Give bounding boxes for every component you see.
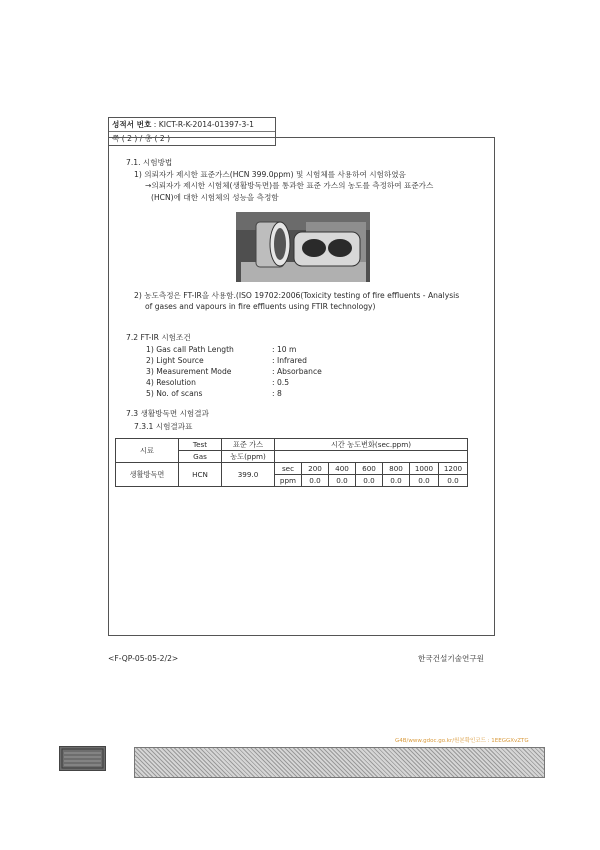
condition-value: : Infrared bbox=[272, 356, 307, 365]
header-gas: Gas bbox=[179, 451, 222, 463]
ppm-cell: 0.0 bbox=[439, 475, 468, 487]
results-table bbox=[115, 438, 468, 487]
section-7-3-title: 7.3 생활방독면 시험결과 bbox=[126, 409, 209, 418]
condition-value: : 0.5 bbox=[272, 378, 290, 387]
sec-cell: 1200 bbox=[439, 463, 468, 475]
condition-value: : 8 bbox=[272, 389, 282, 398]
method-item2-line1: 2) 농도측정은 FT-IR을 사용함.(ISO 19702:2006(Toxicity testing of fire effluents - Analysis bbox=[134, 291, 460, 300]
ppm-cell: 0.0 bbox=[356, 475, 383, 487]
condition-label: 5) No. of scans bbox=[146, 389, 203, 398]
section-7-2-title: 7.2 FT-IR 시험조건 bbox=[126, 333, 191, 342]
section-7-1-title: 7.1. 시험방법 bbox=[126, 158, 173, 167]
gas-cell: HCN bbox=[179, 463, 222, 487]
security-pattern-strip bbox=[134, 747, 545, 778]
stamp-pattern-icon bbox=[60, 747, 105, 770]
form-number: <F-QP-05-05-2/2> bbox=[108, 654, 179, 663]
condition-label: 3) Measurement Mode bbox=[146, 367, 232, 376]
report-number-label: 성적서 번호 bbox=[112, 120, 152, 129]
ppm-cell: 0.0 bbox=[329, 475, 356, 487]
method-item1-line3: (HCN)에 대한 시험체의 성능을 측정함 bbox=[151, 193, 279, 202]
method-item2-line2: of gases and vapours in fire effluents using FTIR technology) bbox=[145, 302, 376, 311]
verification-code: G4B/www.gdoc.go.kr/원본확인코드 : 1EEGGXvZTG bbox=[395, 738, 529, 744]
condition-value: : 10 m bbox=[272, 345, 297, 354]
method-item1-line2: →의뢰자가 제시한 시험체(생활방독면)를 통과한 표준 가스의 농도를 측정하여 표준가스 bbox=[145, 181, 434, 190]
condition-values bbox=[272, 344, 322, 399]
sec-cell: 800 bbox=[383, 463, 410, 475]
header-time-change: 시간 농도변화(sec.ppm) bbox=[275, 439, 468, 451]
ppm-cell: 0.0 bbox=[302, 475, 329, 487]
condition-label: 2) Light Source bbox=[146, 356, 204, 365]
condition-label: 1) Gas call Path Length bbox=[146, 345, 234, 354]
condition-value: : Absorbance bbox=[272, 367, 322, 376]
report-number-row bbox=[109, 118, 275, 132]
sec-label: sec bbox=[275, 463, 302, 475]
condition-label: 4) Resolution bbox=[146, 378, 196, 387]
sec-cell: 400 bbox=[329, 463, 356, 475]
header-std1: 표준 가스 bbox=[222, 439, 275, 451]
std-conc-cell: 399.0 bbox=[222, 463, 275, 487]
header-test: Test bbox=[179, 439, 222, 451]
header-sample: 시료 bbox=[116, 439, 179, 463]
method-item1-line1: 1) 의뢰자가 제시한 표준가스(HCN 399.0ppm) 및 시험체를 사용하여 시험하였음 bbox=[134, 170, 406, 179]
barcode-stamp bbox=[59, 746, 106, 771]
condition-labels bbox=[146, 344, 234, 399]
header-spacer bbox=[275, 451, 468, 463]
institute-name: 한국건설기술연구원 bbox=[418, 654, 485, 663]
sec-cell: 200 bbox=[302, 463, 329, 475]
ppm-cell: 0.0 bbox=[383, 475, 410, 487]
header-std2: 농도(ppm) bbox=[222, 451, 275, 463]
page-info: 쪽 ( 2 ) / 총 ( 2 ) bbox=[112, 134, 171, 143]
sample-cell: 생활방독면 bbox=[116, 463, 179, 487]
ppm-cell: 0.0 bbox=[410, 475, 439, 487]
section-7-3-1-title: 7.3.1 시험결과표 bbox=[134, 422, 193, 431]
ppm-label: ppm bbox=[275, 475, 302, 487]
report-number: : KICT-R-K-2014-01397-3-1 bbox=[153, 120, 254, 129]
sec-cell: 600 bbox=[356, 463, 383, 475]
apparatus-photo bbox=[236, 212, 370, 282]
apparatus-illustration bbox=[236, 212, 370, 282]
sec-cell: 1000 bbox=[410, 463, 439, 475]
